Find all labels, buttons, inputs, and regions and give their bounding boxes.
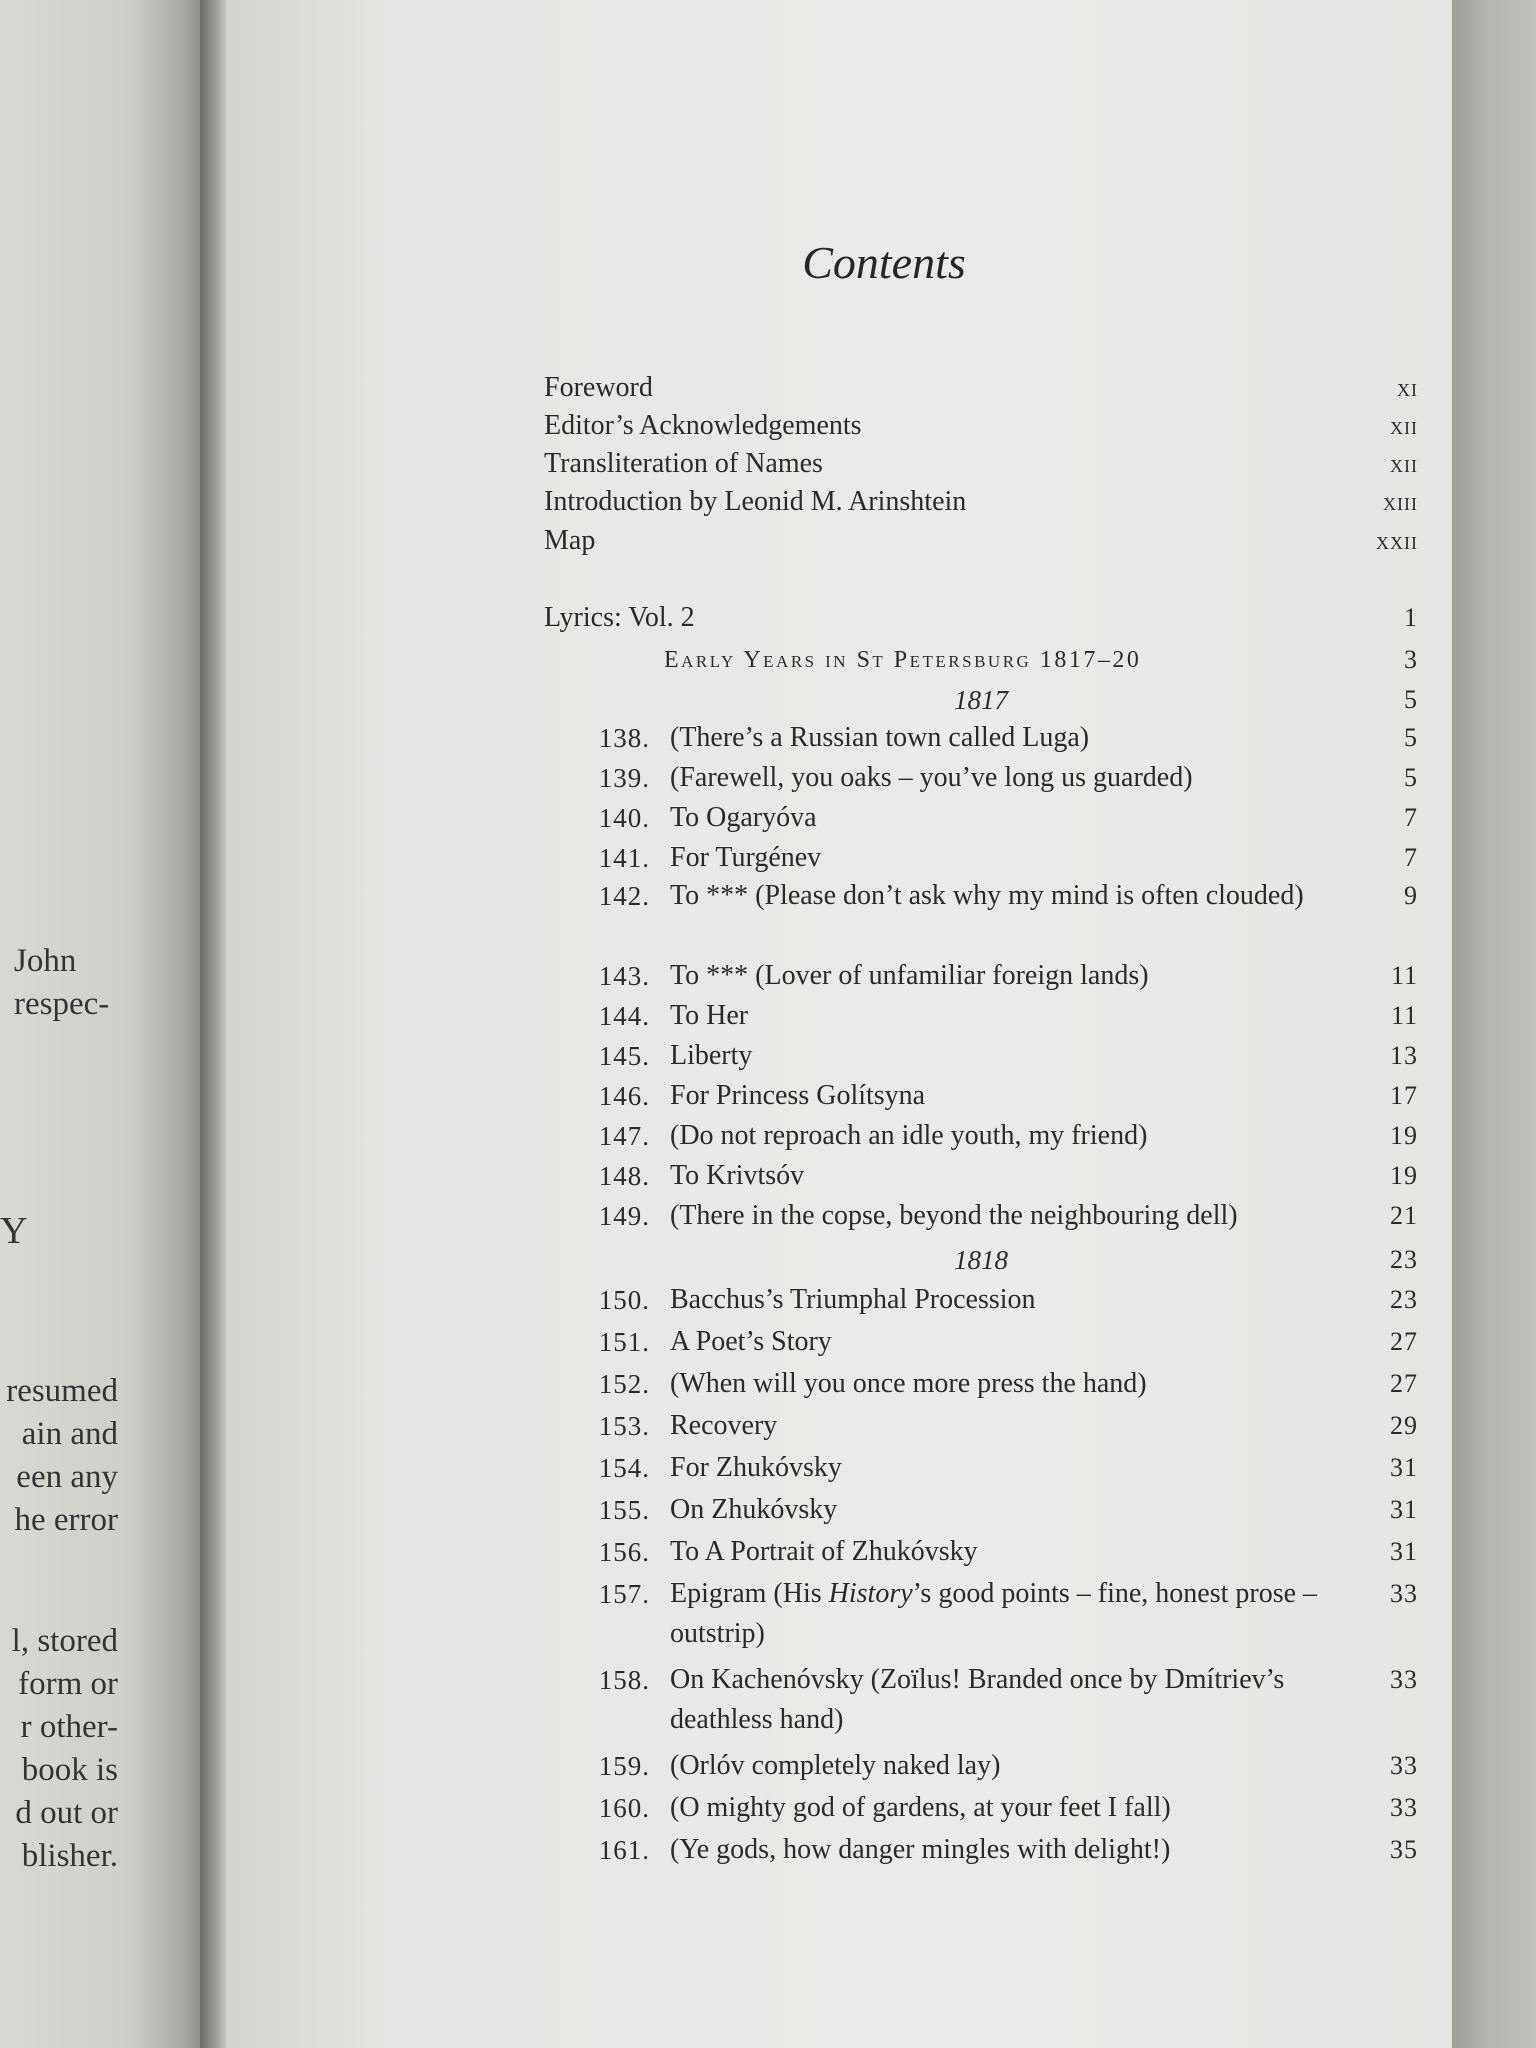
contents-entry	[544, 956, 1418, 996]
entry-title: For Turgénev	[670, 842, 822, 873]
page-number: 29	[1390, 1411, 1418, 1440]
entry-title-part: ’s good points – fine, honest prose – outstrip)	[670, 1578, 1318, 1649]
contents-entry	[544, 1116, 1418, 1156]
entry-number: 150.	[598, 1285, 650, 1315]
page-number: 3	[1404, 645, 1418, 674]
front-matter-row	[544, 521, 1418, 561]
page-number: 7	[1404, 843, 1418, 872]
page-number: 17	[1390, 1081, 1418, 1110]
year-heading: 1818	[954, 1245, 1008, 1275]
page-number: xi	[1397, 373, 1418, 402]
contents-entry	[544, 996, 1418, 1036]
page-number: 11	[1390, 961, 1418, 990]
page-number: 27	[1390, 1369, 1418, 1398]
page-number: xii	[1390, 449, 1418, 478]
contents-entry	[544, 1076, 1418, 1116]
entry-title-italic: History	[828, 1578, 913, 1609]
left-page-text-block	[0, 1620, 118, 1878]
page-number: 7	[1404, 803, 1418, 832]
page-title: Contents	[802, 237, 966, 288]
entry-number: 158.	[598, 1665, 650, 1695]
page-number: 33	[1390, 1665, 1418, 1694]
page-number: xiii	[1383, 487, 1418, 516]
page-number: 33	[1390, 1751, 1418, 1780]
entry-number: 147.	[598, 1121, 650, 1151]
entry-title: To Krivtsóv	[670, 1160, 805, 1191]
page-number: 21	[1390, 1201, 1418, 1230]
entry-number: 156.	[598, 1537, 650, 1567]
contents-entry	[544, 1196, 1418, 1236]
entry-number: 144.	[598, 1001, 650, 1031]
entry-number: 143.	[598, 961, 650, 991]
contents-entry	[544, 838, 1418, 878]
page-number: 33	[1390, 1793, 1418, 1822]
left-page-line: resumed	[6, 1373, 118, 1409]
book-gutter	[200, 0, 226, 2048]
entry-number: 155.	[598, 1495, 650, 1525]
entry-title: (Orlóv completely naked lay)	[670, 1750, 1001, 1781]
page-number: 11	[1390, 1001, 1418, 1030]
entry-title: (O mighty god of gardens, at your feet I fall)	[670, 1792, 1171, 1823]
page-number: 31	[1390, 1453, 1418, 1482]
page-number: 31	[1390, 1495, 1418, 1524]
front-matter-row	[544, 444, 1418, 484]
page-number: xxii	[1376, 526, 1418, 555]
year-heading: 1817	[954, 685, 1008, 715]
lyrics-heading: Lyrics: Vol. 2	[544, 602, 695, 633]
entry-number: 141.	[598, 843, 650, 873]
front-matter-row	[544, 406, 1418, 446]
entry-number: 153.	[598, 1411, 650, 1441]
contents-entry	[544, 1788, 1418, 1828]
left-page-text-block	[0, 940, 118, 1026]
entry-title: To Ogaryóva	[670, 802, 817, 833]
page-number: 27	[1390, 1327, 1418, 1356]
left-page-line: he error	[14, 1502, 118, 1538]
page-number: 5	[1404, 723, 1418, 752]
page-number: 13	[1390, 1041, 1418, 1070]
entry-title: Recovery	[670, 1410, 778, 1441]
contents-entry	[544, 1280, 1418, 1320]
contents-entry	[544, 718, 1418, 758]
page-number: 23	[1390, 1245, 1418, 1274]
left-page-line: John	[14, 943, 77, 979]
entry-title: (Farewell, you oaks – you’ve long us guarded)	[670, 762, 1193, 793]
page-number: 19	[1390, 1121, 1418, 1150]
entry-number: 159.	[598, 1751, 650, 1781]
contents-entry	[544, 1364, 1418, 1404]
left-page-line: een any	[16, 1459, 118, 1495]
left-page-line: l, stored	[11, 1623, 118, 1659]
left-page-text-block	[0, 1210, 118, 1253]
contents-entry	[544, 1490, 1418, 1530]
front-matter-label: Introduction by Leonid M. Arinshtein	[544, 486, 967, 517]
page-number: 1	[1404, 603, 1418, 632]
entry-title: To *** (Please don’t ask why my mind is often clouded)	[670, 880, 1304, 911]
left-page-text-block	[0, 1370, 118, 1542]
entry-number: 151.	[598, 1327, 650, 1357]
entry-title: (Do not reproach an idle youth, my friend)	[670, 1120, 1148, 1151]
left-page	[0, 0, 200, 2048]
entry-number: 138.	[598, 723, 650, 753]
entry-number: 146.	[598, 1081, 650, 1111]
front-matter-label: Foreword	[544, 372, 653, 403]
left-page-line: Y	[0, 1210, 28, 1252]
page-number: 23	[1390, 1285, 1418, 1314]
contents-entry	[544, 1406, 1418, 1446]
entry-number: 157.	[598, 1579, 650, 1609]
contents-page	[226, 0, 1452, 2048]
page-number: 9	[1404, 881, 1418, 910]
entry-title: A Poet’s Story	[670, 1326, 832, 1357]
front-matter-label: Editor’s Acknowledgements	[544, 410, 862, 441]
entry-title: To *** (Lover of unfamiliar foreign lands)	[670, 960, 1149, 991]
front-matter-label: Map	[544, 525, 596, 556]
entry-title	[670, 1574, 1370, 1654]
entry-number: 161.	[598, 1835, 650, 1865]
entry-title: To A Portrait of Zhukóvsky	[670, 1536, 978, 1567]
contents-entry	[544, 1156, 1418, 1196]
entry-title: Bacchus’s Triumphal Procession	[670, 1284, 1036, 1315]
contents-entry	[544, 1574, 1418, 1654]
entry-title-part: Epigram (His	[670, 1578, 829, 1609]
entry-number: 148.	[598, 1161, 650, 1191]
entry-title: (There’s a Russian town called Luga)	[670, 722, 1090, 753]
year-heading-row	[544, 1240, 1418, 1280]
entry-title: (There in the copse, beyond the neighbouring dell)	[670, 1200, 1238, 1231]
entry-title: On Kachenóvsky (Zoïlus! Branded once by Dmítriev’s deathless hand)	[670, 1664, 1285, 1735]
left-page-line: ain and	[21, 1416, 118, 1452]
contents-entry	[544, 1322, 1418, 1362]
entry-title: For Princess Golítsyna	[670, 1080, 926, 1111]
entry-title: (Ye gods, how danger mingles with delight!)	[670, 1834, 1171, 1865]
entry-number: 140.	[598, 803, 650, 833]
entry-title: On Zhukóvsky	[670, 1494, 838, 1525]
page-number: 33	[1390, 1579, 1418, 1608]
contents-entry	[544, 1036, 1418, 1076]
entry-number: 160.	[598, 1793, 650, 1823]
contents-entry	[544, 1746, 1418, 1786]
contents-entry	[544, 758, 1418, 798]
section-heading: Early Years in St Petersburg 1817–20	[664, 647, 1142, 673]
front-matter-row	[544, 368, 1418, 408]
lyrics-heading-row	[544, 598, 1418, 638]
page-number: 35	[1390, 1835, 1418, 1864]
page-number: xii	[1390, 411, 1418, 440]
left-page-line: blisher.	[21, 1838, 118, 1874]
entry-title: (When will you once more press the hand)	[670, 1368, 1147, 1399]
entry-number: 139.	[598, 763, 650, 793]
table-edge	[1452, 0, 1536, 2048]
year-heading-row	[544, 680, 1418, 720]
page-number: 5	[1404, 763, 1418, 792]
page-number: 5	[1404, 685, 1418, 714]
contents-entry	[544, 1532, 1418, 1572]
left-page-line: form or	[18, 1666, 118, 1702]
page-number: 31	[1390, 1537, 1418, 1566]
left-page-line: d out or	[15, 1795, 118, 1831]
entry-number: 152.	[598, 1369, 650, 1399]
entry-title: Liberty	[670, 1040, 753, 1071]
page-number: 19	[1390, 1161, 1418, 1190]
left-page-line: r other-	[20, 1709, 118, 1745]
contents-entry	[544, 1830, 1418, 1870]
entry-number: 154.	[598, 1453, 650, 1483]
entry-number: 149.	[598, 1201, 650, 1231]
contents-entry	[544, 1660, 1418, 1740]
contents-entry	[544, 798, 1418, 838]
entry-title: To Her	[670, 1000, 749, 1031]
entry-number: 145.	[598, 1041, 650, 1071]
entry-number: 142.	[598, 881, 650, 911]
contents-entry	[544, 1448, 1418, 1488]
front-matter-label: Transliteration of Names	[544, 448, 823, 479]
left-page-line: book is	[21, 1752, 118, 1788]
left-page-line: respec-	[14, 986, 110, 1022]
entry-title: For Zhukóvsky	[670, 1452, 842, 1483]
front-matter-row	[544, 482, 1418, 522]
contents-entry	[544, 876, 1418, 916]
section-heading-row	[544, 640, 1418, 680]
